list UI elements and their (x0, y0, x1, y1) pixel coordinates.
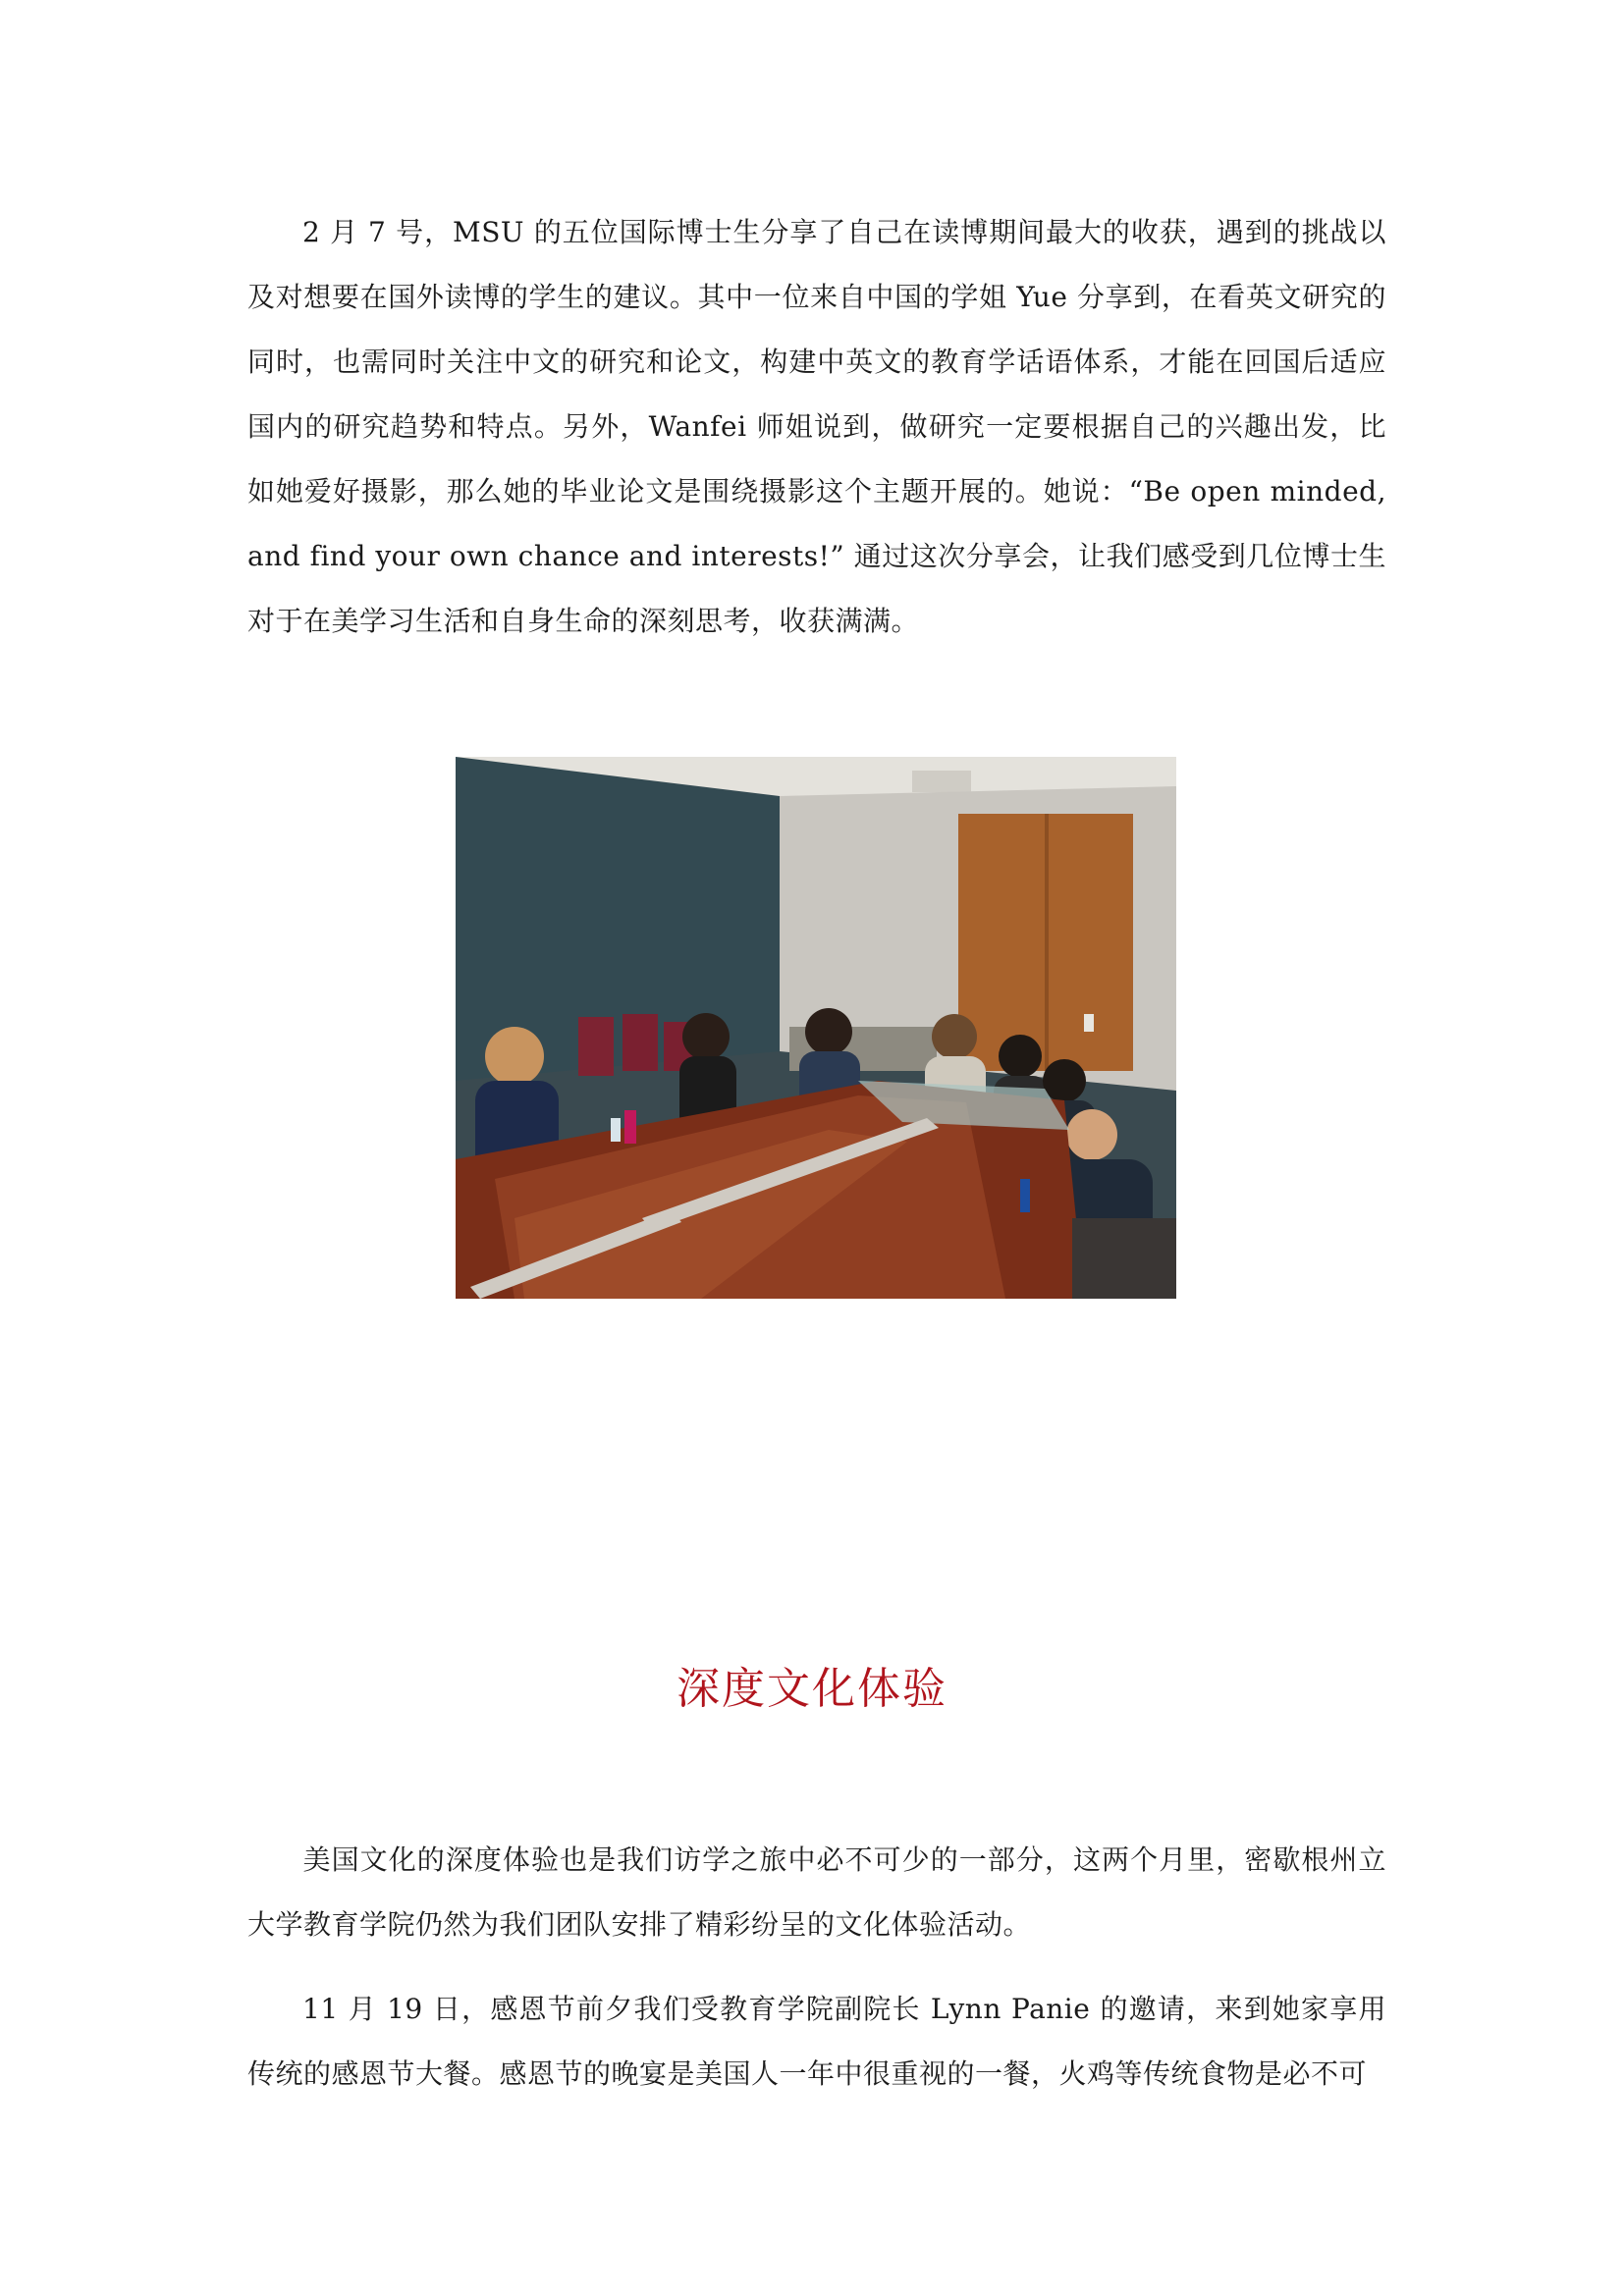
paragraph-text: 2 月 7 号，MSU 的五位国际博士生分享了自己在读博期间最大的收获，遇到的挑战以及对想要在国外读博的学生的建议。其中一位来自中国的学姐 Yue 分享到，在看英文研究的同时，也需同时关注中文的研究和论文，构建中英文的教育学话语体系，才能在回国后适应国内的研究趋势和特点。另外，Wanfei 师姐说到，做研究一定要根据自己的兴趣出发，比如她爱好摄影，那么她的毕业论文是围绕摄影这个主题开展的。她说：“Be open minded, and find your own chance and interests!” 通过这次分享会，让我们感受到几位博士生对于在美学习生活和自身生命的深刻思考，收获满满。 (247, 216, 1386, 637)
paragraph-text: 美国文化的深度体验也是我们访学之旅中必不可少的一部分，这两个月里，密歇根州立大学教育学院仍然为我们团队安排了精彩纷呈的文化体验活动。 (247, 1843, 1386, 1941)
body-paragraph-culture-intro (247, 1828, 1386, 1957)
body-paragraph-thanksgiving (247, 1977, 1386, 2107)
body-paragraph-phd-sharing (247, 200, 1386, 654)
section-title: 深度文化体验 (677, 1664, 947, 1714)
paragraph-text: 11 月 19 日，感恩节前夕我们受教育学院副院长 Lynn Panie 的邀请，来到她家享用传统的感恩节大餐。感恩节的晚宴是美国人一年中很重视的一餐，火鸡等传统食物是必不可 (247, 1993, 1386, 2090)
group-meeting-photo (456, 757, 1176, 1299)
